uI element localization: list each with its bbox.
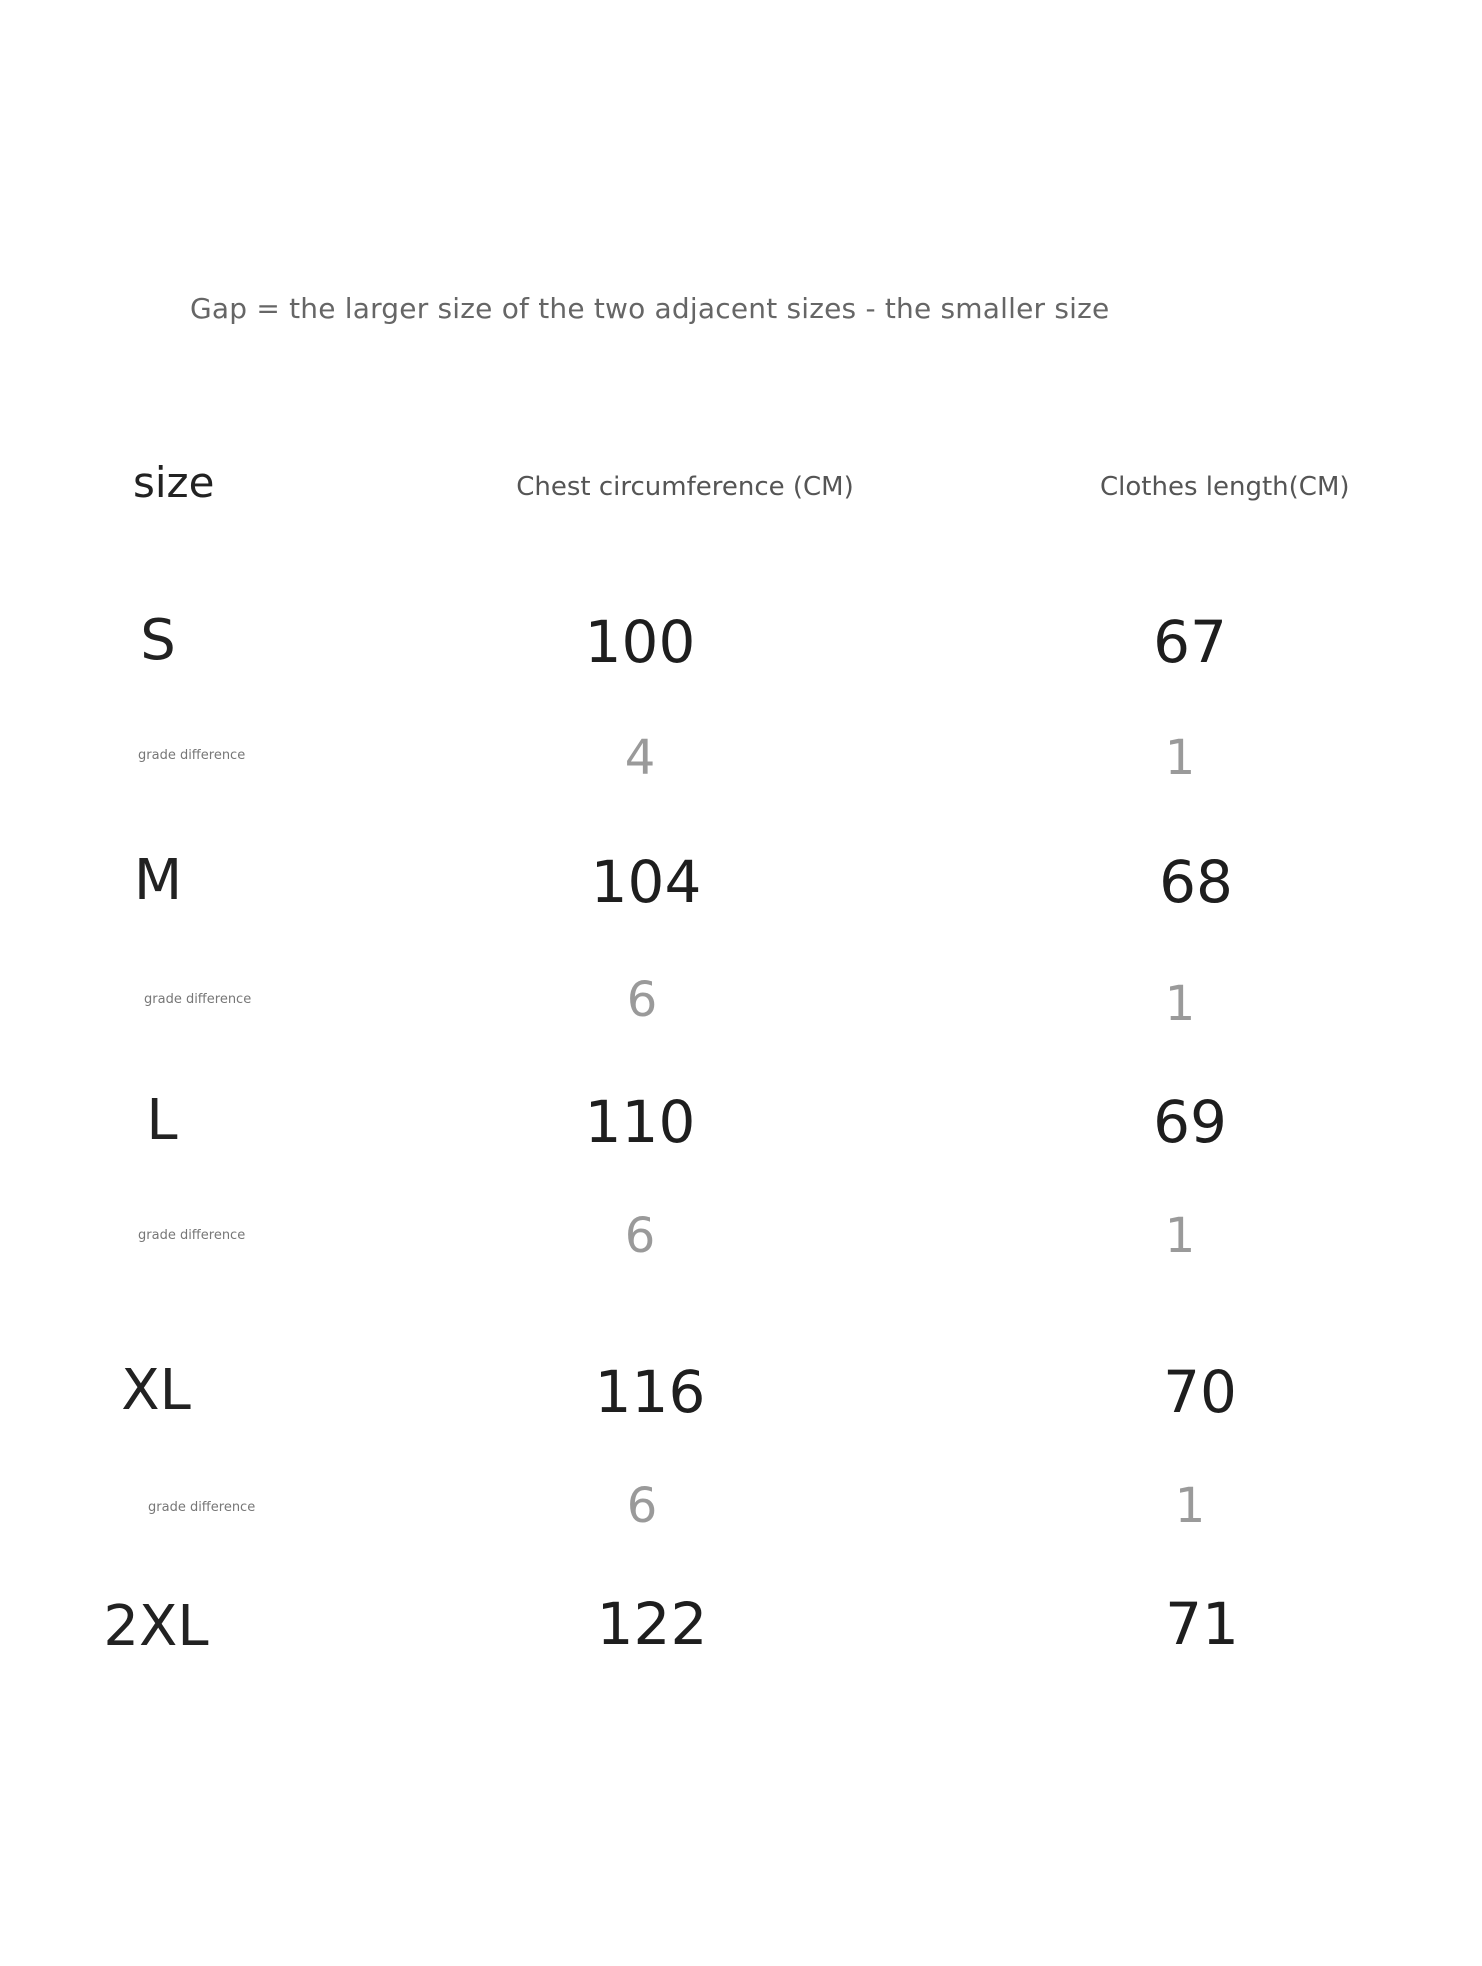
chest-value-xl: 116 [594,1358,706,1426]
chest-value-s: 100 [584,608,696,676]
gap-length-4: 1 [1174,1478,1206,1534]
gap-length-1: 1 [1164,730,1196,786]
chest-value-l: 110 [584,1088,696,1156]
length-value-m: 68 [1159,848,1233,916]
gap-label-2: grade difference [144,992,252,1007]
gap-chest-4: 6 [626,1478,658,1534]
gap-label-3: grade difference [138,1228,246,1243]
size-label-m: M [133,848,183,913]
length-value-2xl: 71 [1165,1590,1239,1658]
length-value-l: 69 [1153,1088,1227,1156]
gap-chest-1: 4 [624,730,656,786]
size-label-l: L [146,1088,178,1153]
gap-chest-2: 6 [626,972,658,1028]
header-size: size [133,458,215,507]
gap-definition-note: Gap = the larger size of the two adjacent sizes - the smaller size [190,292,1110,325]
gap-length-2: 1 [1164,976,1196,1032]
header-clothes-length: Clothes length(CM) [1100,472,1350,502]
length-value-xl: 70 [1163,1358,1237,1426]
size-label-xl: XL [121,1358,191,1423]
chest-value-m: 104 [590,848,702,916]
gap-label-1: grade difference [138,748,246,763]
size-label-2xl: 2XL [103,1594,209,1659]
header-chest-circumference: Chest circumference (CM) [516,472,854,502]
length-value-s: 67 [1153,608,1227,676]
gap-chest-3: 6 [624,1208,656,1264]
chest-value-2xl: 122 [596,1590,708,1658]
gap-label-4: grade difference [148,1500,256,1515]
size-label-s: S [140,608,176,673]
gap-length-3: 1 [1164,1208,1196,1264]
